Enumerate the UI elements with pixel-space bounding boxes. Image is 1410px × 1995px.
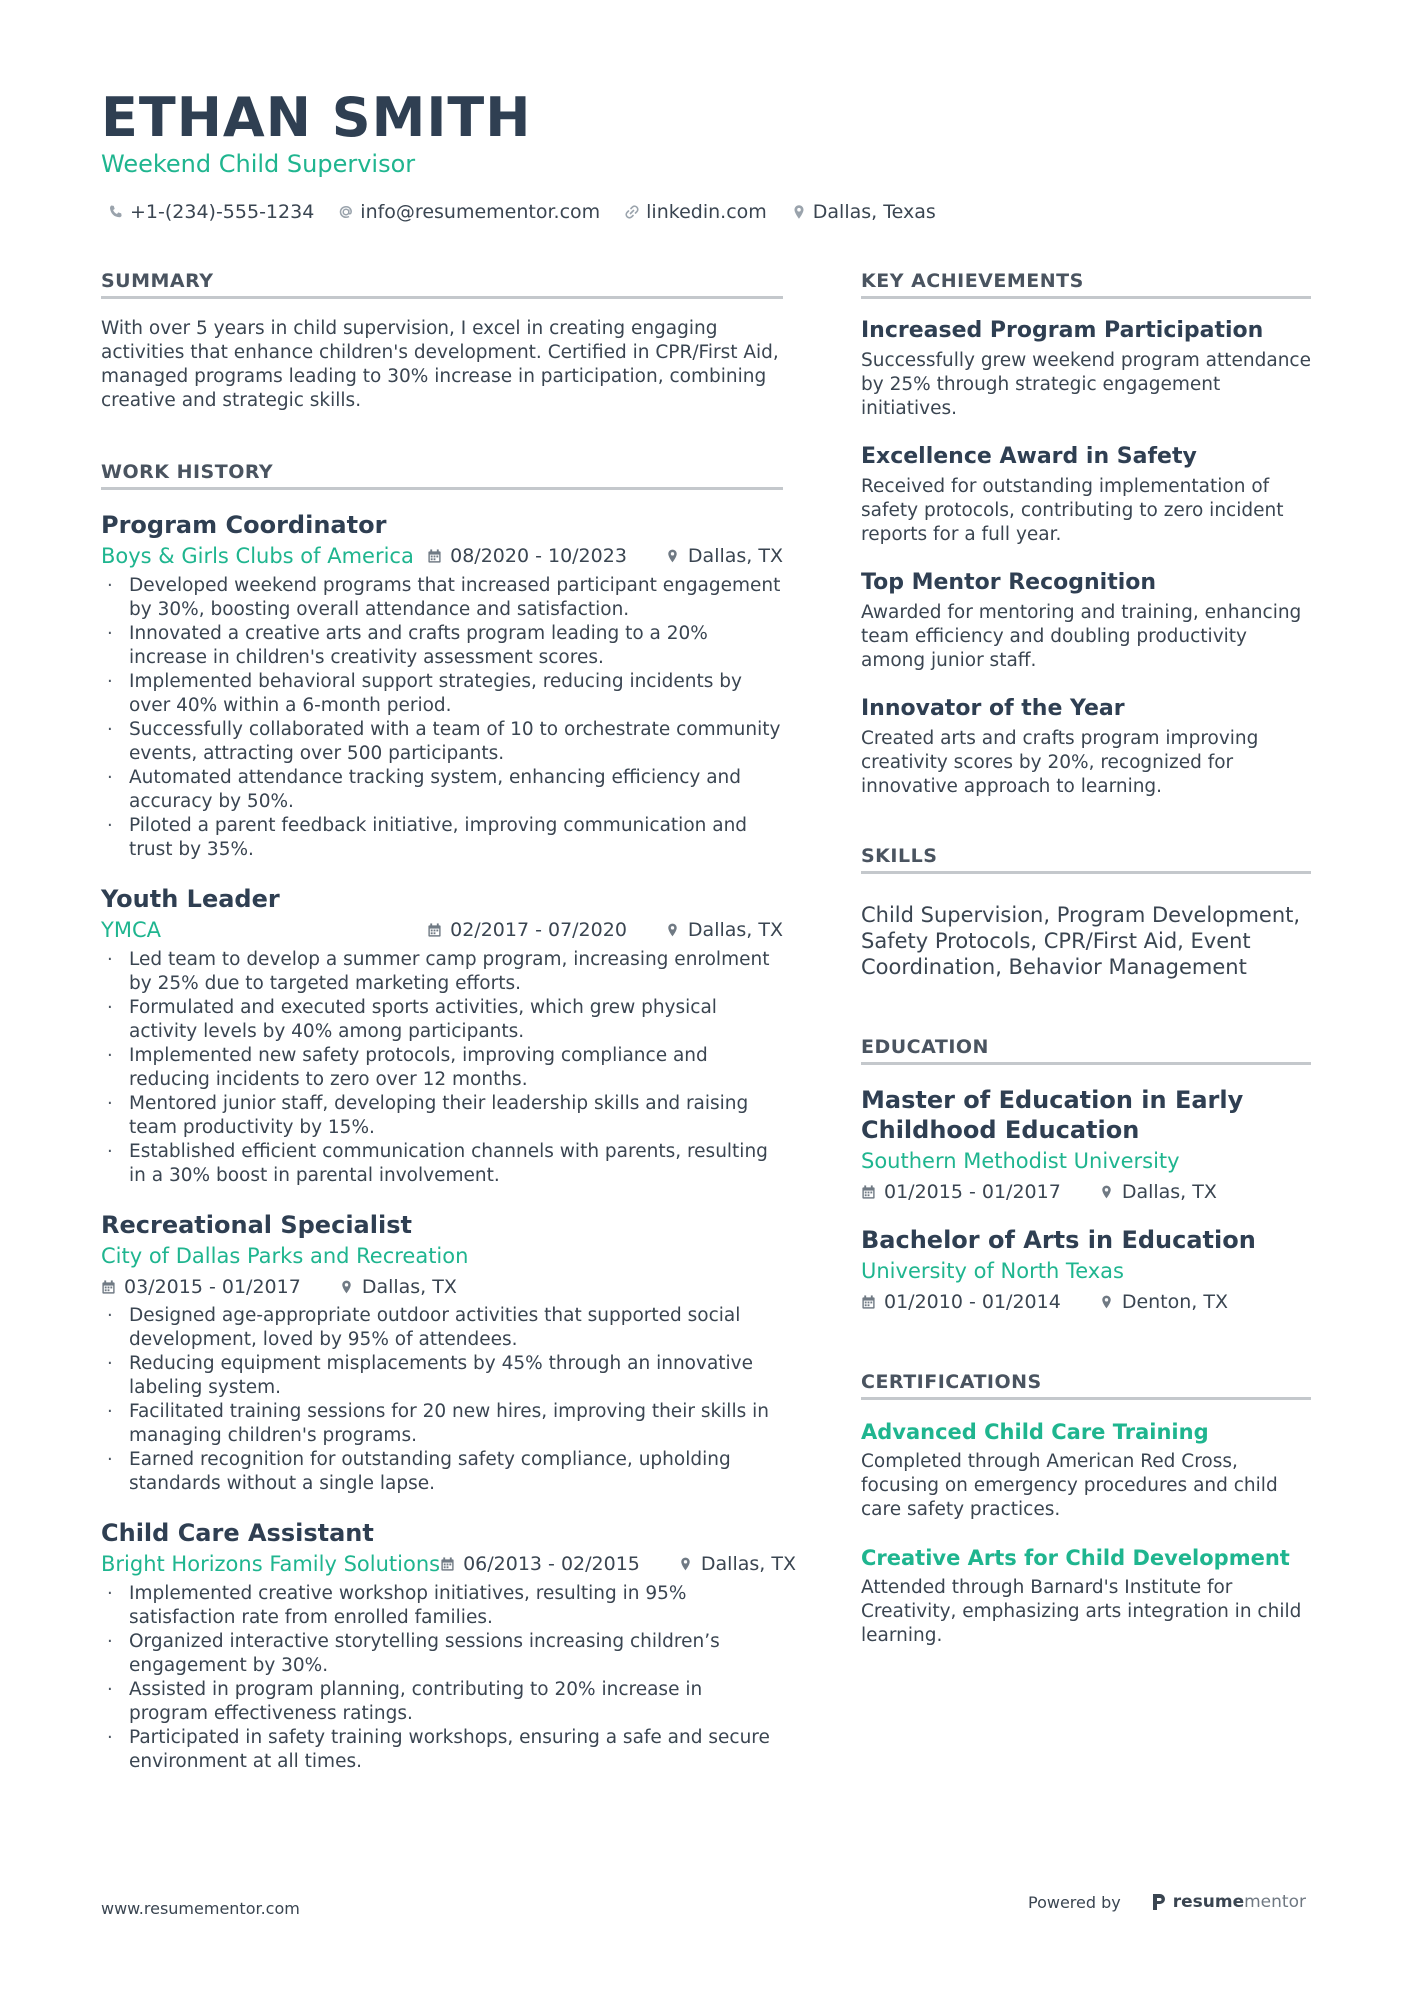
bullet-item: · Designed age-appropriate outdoor activities that supported social development, loved by 95% of attendees. (101, 1304, 783, 1352)
certification-title: Advanced Child Care Training (861, 1420, 1209, 1444)
candidate-name: ETHAN SMITH (101, 86, 532, 149)
achievement-text: Received for outstanding implementation of safety protocols, contributing to zero incident reports for a full year. (861, 476, 1284, 545)
job-entry (101, 884, 783, 1188)
date-location (861, 1177, 1311, 1207)
job-role: Program Coordinator (101, 511, 387, 539)
bullet-item: · Facilitated training sessions for 20 new hires, improving their skills in managing children's programs. (101, 1400, 783, 1448)
email-text: info@resumementor.com (360, 201, 601, 223)
bullet-item: · Innovated a creative arts and crafts program leading to a 20% increase in children's creativity assessment scores. (101, 622, 783, 670)
achievement-title: Increased Program Participation (861, 318, 1264, 343)
job-meta (101, 540, 783, 572)
contact-bar (108, 198, 936, 226)
job-dates: 02/2017 - 07/2020 (450, 919, 627, 941)
location-text: Dallas, Texas (812, 201, 936, 223)
bullet-item: · Piloted a parent feedback initiative, improving communication and trust by 35%. (101, 814, 783, 862)
company-name: Boys & Girls Clubs of America (101, 544, 414, 568)
job-dates: 06/2013 - 02/2015 (463, 1553, 640, 1575)
map-pin-icon (339, 1279, 354, 1295)
achievement-text: Created arts and crafts program improving creativity scores by 20%, recognized for innovative approach to learning. (861, 728, 1259, 797)
skills-heading: SKILLS (861, 843, 1311, 874)
contact-email[interactable] (338, 201, 600, 223)
education-section (861, 1034, 1311, 1317)
certification-item (861, 1544, 1311, 1648)
phone-text: +1-(234)-555-1234 (130, 201, 315, 223)
company-name: Bright Horizons Family Solutions (101, 1552, 441, 1576)
job-bullets (101, 1582, 783, 1774)
bullet-item: · Successfully collaborated with a team of 10 to orchestrate community events, attracting over 500 participants. (101, 718, 783, 766)
job-entry (101, 510, 783, 862)
certification-text: Attended through Barnard's Institute for Creativity, emphasizing arts integration in child learning. (861, 1577, 1302, 1646)
summary-text: With over 5 years in child supervision, I excel in creating engaging activities that enhance children's development. Certified in CPR/First Aid, managed programs leading to 30% increase in participation, combining creative and strategic skills. (101, 318, 779, 411)
date-location (427, 545, 783, 567)
job-dates: 03/2015 - 01/2017 (124, 1276, 301, 1298)
contact-location (791, 201, 936, 223)
summary-section (101, 268, 783, 413)
brand-logo[interactable] (1151, 1892, 1306, 1912)
summary-heading: SUMMARY (101, 268, 783, 299)
key-achievements-section (861, 268, 1311, 799)
certification-text: Completed through American Red Cross, focusing on emergency procedures and child care safety practices. (861, 1451, 1278, 1520)
bullet-item: · Automated attendance tracking system, enhancing efficiency and accuracy by 50%. (101, 766, 783, 814)
job-dates: 08/2020 - 10/2023 (450, 545, 627, 567)
bullet-item: · Led team to develop a summer camp program, increasing enrolment by 25% due to targeted marketing efforts. (101, 948, 783, 996)
job-meta (101, 1240, 783, 1302)
brand-mark-icon (1151, 1892, 1167, 1912)
education-item (861, 1085, 1311, 1207)
phone-icon (108, 204, 124, 220)
company-name: City of Dallas Parks and Recreation (101, 1244, 469, 1268)
certification-item (861, 1418, 1311, 1522)
school-name: University of North Texas (861, 1259, 1124, 1283)
school-name: Southern Methodist University (861, 1149, 1180, 1173)
skills-section (861, 843, 1311, 980)
achievement-item (861, 443, 1311, 547)
contact-linkedin[interactable] (624, 201, 767, 223)
map-pin-icon (1099, 1294, 1114, 1310)
certifications-heading: CERTIFICATIONS (861, 1369, 1311, 1400)
map-pin-icon (665, 922, 680, 938)
degree-title: Master of Education in Early Childhood Education (861, 1086, 1244, 1144)
date-location (101, 1272, 783, 1302)
date-location (427, 919, 783, 941)
certification-title: Creative Arts for Child Development (861, 1546, 1290, 1570)
footer-website[interactable]: www.resumementor.com (101, 1899, 300, 1918)
bullet-item: · Mentored junior staff, developing their leadership skills and raising team productivity by 15%. (101, 1092, 783, 1140)
map-pin-icon (665, 548, 680, 564)
achievement-title: Top Mentor Recognition (861, 570, 1157, 595)
footer-branding (1028, 1892, 1306, 1912)
bullet-item: · Assisted in program planning, contributing to 20% increase in program effectiveness ratings. (101, 1678, 783, 1726)
calendar-icon (101, 1279, 116, 1295)
education-location: Dallas, TX (1121, 1181, 1217, 1203)
link-icon (624, 204, 640, 220)
map-pin-icon (1099, 1184, 1114, 1200)
date-location (861, 1287, 1311, 1317)
education-heading: EDUCATION (861, 1034, 1311, 1065)
bullet-item: · Formulated and executed sports activities, which grew physical activity levels by 40% among participants. (101, 996, 783, 1044)
education-item (861, 1225, 1311, 1317)
calendar-icon (440, 1556, 455, 1572)
education-dates: 01/2010 - 01/2014 (884, 1291, 1061, 1313)
left-column (101, 268, 796, 1774)
bullet-item: · Organized interactive storytelling sessions increasing children’s engagement by 30%. (101, 1630, 783, 1678)
powered-by-label: Powered by (1028, 1892, 1121, 1912)
achievement-item (861, 317, 1311, 421)
job-role: Youth Leader (101, 885, 280, 913)
bullet-item: · Established efficient communication channels with parents, resulting in a 30% boost in parental involvement. (101, 1140, 783, 1188)
key-achievements-heading: KEY ACHIEVEMENTS (861, 268, 1311, 299)
job-bullets (101, 948, 783, 1188)
company-name: YMCA (101, 918, 161, 942)
achievement-text: Successfully grew weekend program attendance by 25% through strategic engagement initiatives. (861, 350, 1311, 419)
achievement-item (861, 569, 1311, 673)
calendar-icon (861, 1184, 876, 1200)
achievement-text: Awarded for mentoring and training, enhancing team efficiency and doubling productivity among junior staff. (861, 602, 1302, 671)
bullet-item: · Participated in safety training workshops, ensuring a safe and secure environment at all times. (101, 1726, 783, 1774)
work-history-heading: WORK HISTORY (101, 459, 783, 490)
job-location: Dallas, TX (700, 1553, 796, 1575)
bullet-item: · Implemented creative workshop initiatives, resulting in 95% satisfaction rate from enrolled families. (101, 1582, 783, 1630)
calendar-icon (861, 1294, 876, 1310)
degree-title: Bachelor of Arts in Education (861, 1226, 1256, 1254)
at-sign-icon (338, 204, 354, 220)
work-history-section (101, 459, 796, 1774)
certifications-section (861, 1369, 1311, 1648)
calendar-icon (427, 548, 442, 564)
bullet-item: · Developed weekend programs that increased participant engagement by 30%, boosting overall attendance and satisfaction. (101, 574, 783, 622)
brand-name-thin: mentor (1244, 1892, 1306, 1912)
achievement-title: Excellence Award in Safety (861, 444, 1197, 469)
linkedin-text: linkedin.com (646, 201, 767, 223)
map-pin-icon (678, 1556, 693, 1572)
job-bullets (101, 1304, 783, 1496)
job-entry (101, 1518, 796, 1774)
calendar-icon (427, 922, 442, 938)
bullet-item: · Reducing equipment misplacements by 45% through an innovative labeling system. (101, 1352, 783, 1400)
job-title-headline: Weekend Child Supervisor (101, 150, 416, 178)
education-location: Denton, TX (1121, 1291, 1228, 1313)
job-entry (101, 1210, 783, 1496)
job-role: Recreational Specialist (101, 1211, 412, 1239)
bullet-item: · Implemented new safety protocols, improving compliance and reducing incidents to zero over 12 months. (101, 1044, 783, 1092)
right-column (861, 268, 1311, 1648)
job-location: Dallas, TX (687, 919, 783, 941)
bullet-item: · Earned recognition for outstanding safety compliance, upholding standards without a single lapse. (101, 1448, 783, 1496)
job-meta (101, 1548, 796, 1580)
job-meta (101, 914, 783, 946)
bullet-item: · Implemented behavioral support strategies, reducing incidents by over 40% within a 6-month period. (101, 670, 783, 718)
job-role: Child Care Assistant (101, 1519, 374, 1547)
job-bullets (101, 574, 783, 862)
date-location (440, 1553, 796, 1575)
achievement-item (861, 695, 1311, 799)
contact-phone[interactable] (108, 201, 314, 223)
achievement-title: Innovator of the Year (861, 696, 1125, 721)
brand-name-bold: resume (1172, 1892, 1245, 1912)
job-location: Dallas, TX (687, 545, 783, 567)
education-dates: 01/2015 - 01/2017 (884, 1181, 1061, 1203)
map-pin-icon (791, 204, 807, 220)
skills-text: Child Supervision, Program Development, Safety Protocols, CPR/First Aid, Event Coordination, Behavior Management (861, 903, 1301, 979)
job-location: Dallas, TX (361, 1276, 457, 1298)
